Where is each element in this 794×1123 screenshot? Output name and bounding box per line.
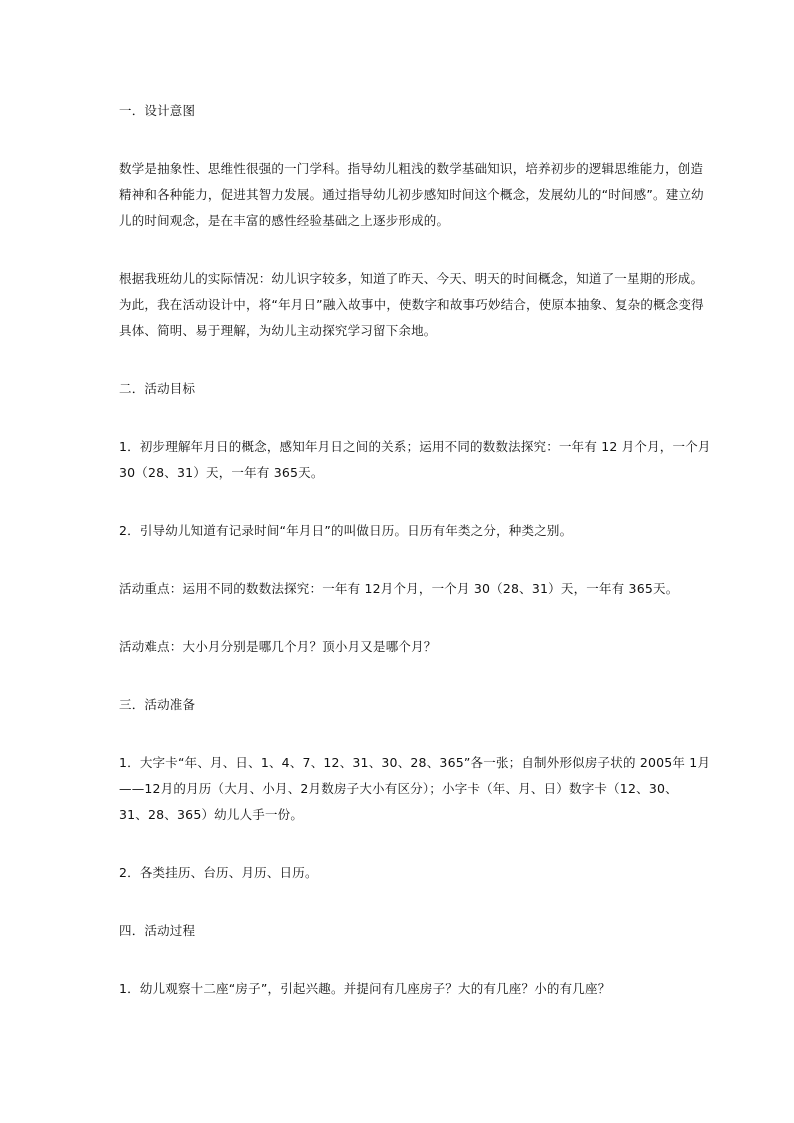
- text-line: 31、28、365）幼儿人手一份。: [119, 807, 304, 822]
- text-line: 根据我班幼儿的实际情况：幼儿识字较多，知道了昨天、今天、明天的时间概念，知道了一星期的形成。: [119, 271, 704, 286]
- goal-item-1: [119, 434, 711, 486]
- goal-item-2: 2．引导幼儿知道有记录时间“年月日”的叫做日历。日历有年类之分，种类之别。: [119, 523, 573, 538]
- text-line: 1．初步理解年月日的概念，感知年月日之间的关系；运用不同的数数法探究：一年有 12 月个月，一个月: [119, 439, 711, 454]
- activity-difficulty: 活动难点：大小月分别是哪几个月？顶小月又是哪个月？: [119, 639, 437, 654]
- text-line: 数学是抽象性、思维性很强的一门学科。指导幼儿粗浅的数学基础知识，培养初步的逻辑思维能力，创造: [119, 161, 704, 176]
- text-line: 1．大字卡“年、月、日、1、4、7、12、31、30、28、365”各一张；自制外形似房子状的 2005年 1月: [119, 755, 711, 770]
- section-heading-design-intent: 一．设计意图: [119, 103, 196, 118]
- text-line: 为此，我在活动设计中，将“年月日”融入故事中，使数字和故事巧妙结合，使原本抽象、复杂的概念变得: [119, 297, 704, 312]
- paragraph-design-intent-1: [119, 156, 704, 234]
- process-item-1: 1．幼儿观察十二座“房子”，引起兴趣。并提问有几座房子？大的有几座？小的有几座？: [119, 981, 611, 996]
- section-heading-activity-process: 四．活动过程: [119, 923, 196, 938]
- text-line: 精神和各种能力，促进其智力发展。通过指导幼儿初步感知时间这个概念，发展幼儿的“时间感”。建立幼: [119, 187, 704, 202]
- text-line: 30（28、31）天，一年有 365天。: [119, 465, 324, 480]
- paragraph-design-intent-2: [119, 266, 704, 344]
- text-line: ——12月的月历（大月、小月、2月数房子大小有区分）；小字卡（年、月、日）数字卡（12、30、: [119, 781, 678, 796]
- text-line: 儿的时间观念，是在丰富的感性经验基础之上逐步形成的。: [119, 213, 450, 228]
- activity-key-point: 活动重点：运用不同的数数法探究：一年有 12月个月，一个月 30（28、31）天，一年有 365天。: [119, 581, 679, 596]
- text-line: 具体、简明、易于理解，为幼儿主动探究学习留下余地。: [119, 323, 437, 338]
- preparation-item-2: 2．各类挂历、台历、月历、日历。: [119, 865, 318, 880]
- preparation-item-1: [119, 750, 711, 828]
- section-heading-activity-preparation: 三．活动准备: [119, 697, 196, 712]
- section-heading-activity-goals: 二．活动目标: [119, 381, 196, 396]
- document-page: [119, 98, 711, 1002]
